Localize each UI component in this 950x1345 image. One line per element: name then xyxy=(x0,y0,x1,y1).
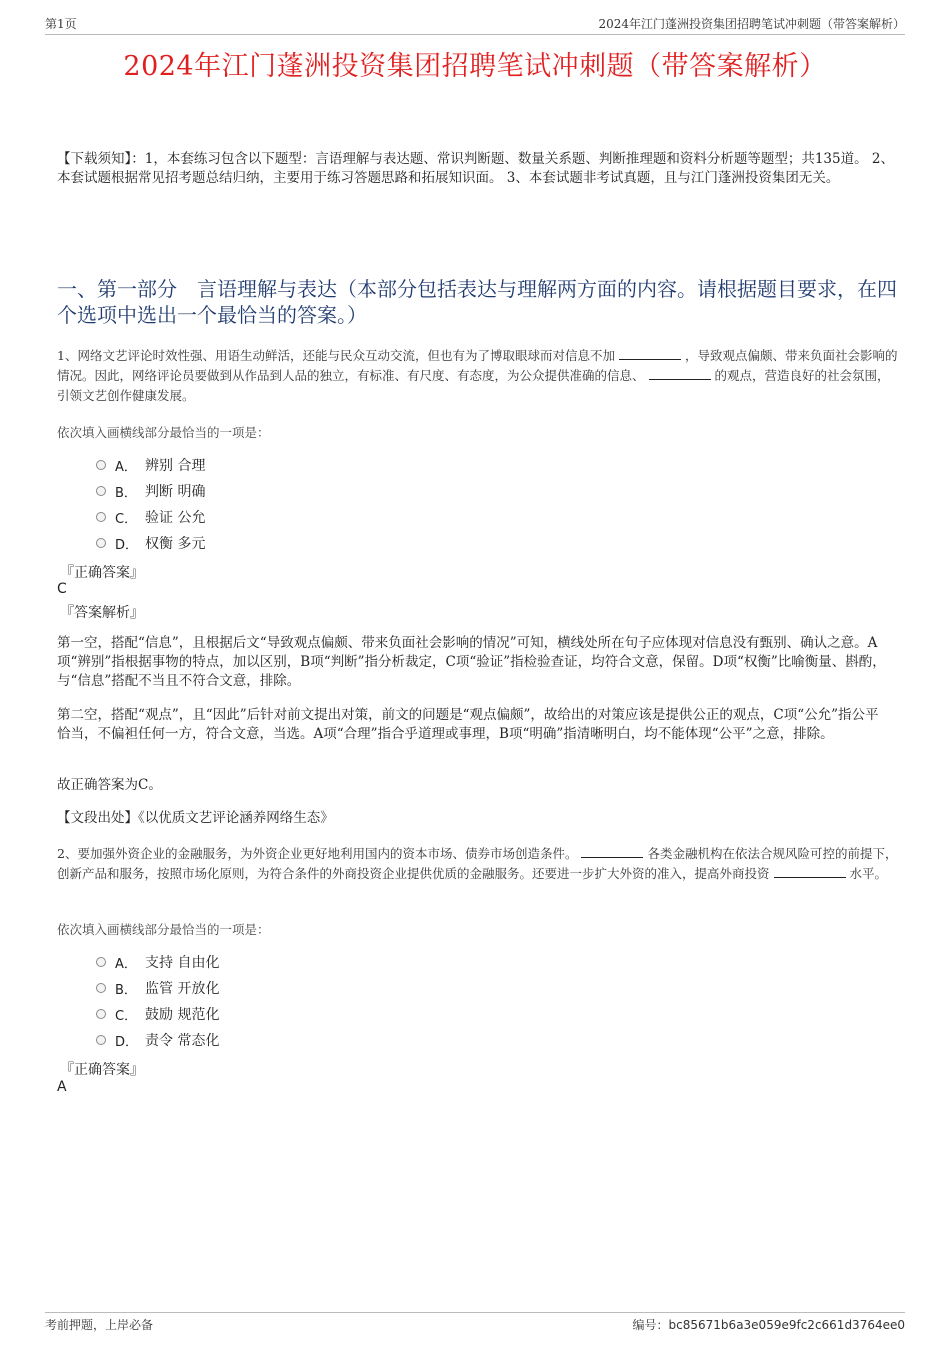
page-header xyxy=(45,14,905,35)
section-heading: 一、第一部分 言语理解与表达（本部分包括表达与理解两方面的内容。请根据题目要求，在四个选项中选出一个最恰当的答案。） xyxy=(57,277,897,327)
radio-icon[interactable] xyxy=(96,957,106,967)
q1-answer-label: 『正确答案』 xyxy=(60,565,144,581)
q1-analysis-1: 第一空，搭配“信息”，且根据后文“导致观点偏颇、带来负面社会影响的情况”可知，横线处所在句子应体现对信息没有甄别、确认之意。A项“辨别”指根据事物的特点，加以区别，B项“判断”指分析裁定，C项“验证”指检验查证，均符合文意，保留。D项“权衡”比喻衡量、斟酌，与“信息”搭配不当且不符合文意，排除。 xyxy=(57,635,886,689)
radio-icon[interactable] xyxy=(96,983,106,993)
radio-icon[interactable] xyxy=(96,486,106,496)
q2-option-a[interactable]: A． 支持 自由化 xyxy=(96,949,219,975)
q1-stem-part-c: 的观点，营造良好的社会氛围，引领文艺创作健康发展。 xyxy=(57,368,890,403)
q1-stem-part-a: 1、网络文艺评论时效性强、用语生动鲜活，还能与民众互动交流，但也有为了博取眼球而对信息不加 xyxy=(57,348,615,363)
radio-icon[interactable] xyxy=(96,1035,106,1045)
q1-analysis-label: 『答案解析』 xyxy=(60,605,144,621)
radio-icon[interactable] xyxy=(96,1009,106,1019)
page-number: 第1页 xyxy=(45,17,77,31)
fill-blank xyxy=(774,865,846,878)
fill-blank xyxy=(649,367,711,380)
q1-option-d[interactable]: D． 权衡 多元 xyxy=(96,530,205,556)
radio-icon[interactable] xyxy=(96,538,106,548)
q1-option-b[interactable]: B． 判断 明确 xyxy=(96,478,205,504)
q2-answer-label: 『正确答案』 xyxy=(60,1062,144,1078)
q2-option-c[interactable]: C． 鼓励 规范化 xyxy=(96,1001,219,1027)
q1-analysis-2: 第二空，搭配“观点”，且“因此”后针对前文提出对策，前文的问题是“观点偏颇”，故给出的对策应该是提供公正的观点，C项“公允”指公平恰当，不偏袒任何一方，符合文意，当选。A项“合理”指合乎道理或事理，B项“明确”指清晰明白，均不能体现“公平”之意，排除。 xyxy=(57,707,879,742)
q1-instruction: 依次填入画横线部分最恰当的一项是： xyxy=(57,425,270,440)
q2-answer: A xyxy=(57,1079,67,1095)
q1-answer: C xyxy=(57,581,67,597)
q2-options xyxy=(96,949,219,1053)
q2-stem-part-c: 水平。 xyxy=(849,866,888,881)
page-footer xyxy=(45,1312,905,1336)
footer-slogan: 考前押题，上岸必备 xyxy=(45,1318,154,1332)
radio-icon[interactable] xyxy=(96,460,106,470)
document-title: 2024年江门蓬洲投资集团招聘笔试冲刺题（带答案解析） xyxy=(123,51,827,82)
q2-option-d[interactable]: D． 责令 常态化 xyxy=(96,1027,219,1053)
radio-icon[interactable] xyxy=(96,512,106,522)
q2-option-b[interactable]: B． 监管 开放化 xyxy=(96,975,219,1001)
download-notice: 【下载须知】：1，本套练习包含以下题型：言语理解与表达题、常识判断题、数量关系题、判断推理题和资料分析题等题型；共135道。 2、本套试题根据常见招考题总结归纳，主要用于练习答题思路和拓展知识面。 3、本套试题非考试真题，且与江门蓬洲投资集团无关。 xyxy=(57,151,894,186)
footer-code: 编号：bc85671b6a3e059e9fc2c661d3764ee0 xyxy=(632,1318,905,1332)
question-1-stem xyxy=(57,346,899,406)
q1-source: 【文段出处】《以优质文艺评论涵养网络生态》 xyxy=(57,810,334,826)
q1-conclusion: 故正确答案为C。 xyxy=(57,777,162,793)
q2-stem-part-a: 2、要加强外资企业的金融服务，为外资企业更好地利用国内的资本市场、债券市场创造条件。 xyxy=(57,846,578,861)
q2-instruction: 依次填入画横线部分最恰当的一项是： xyxy=(57,922,270,937)
header-doc-title: 2024年江门蓬洲投资集团招聘笔试冲刺题（带答案解析） xyxy=(598,17,905,31)
fill-blank xyxy=(619,347,681,360)
fill-blank xyxy=(581,845,643,858)
q1-option-c[interactable]: C． 验证 公允 xyxy=(96,504,205,530)
q1-stem-part-b: ，导致观点偏颇、带来负面社会影响的情况。因此，网络评论员要做到从作品到人品的独立，有标准、有尺度、有态度，为公众提供准确的信息、 xyxy=(57,348,898,383)
q2-stem-part-b: 各类金融机构在依法合规风险可控的前提下，创新产品和服务，按照市场化原则，为符合条件的外商投资企业提供优质的金融服务。还要进一步扩大外资的准入，提高外商投资 xyxy=(57,846,898,881)
question-2-stem xyxy=(57,844,899,884)
q1-option-a[interactable]: A． 辨别 合理 xyxy=(96,452,205,478)
q1-options xyxy=(96,452,205,556)
